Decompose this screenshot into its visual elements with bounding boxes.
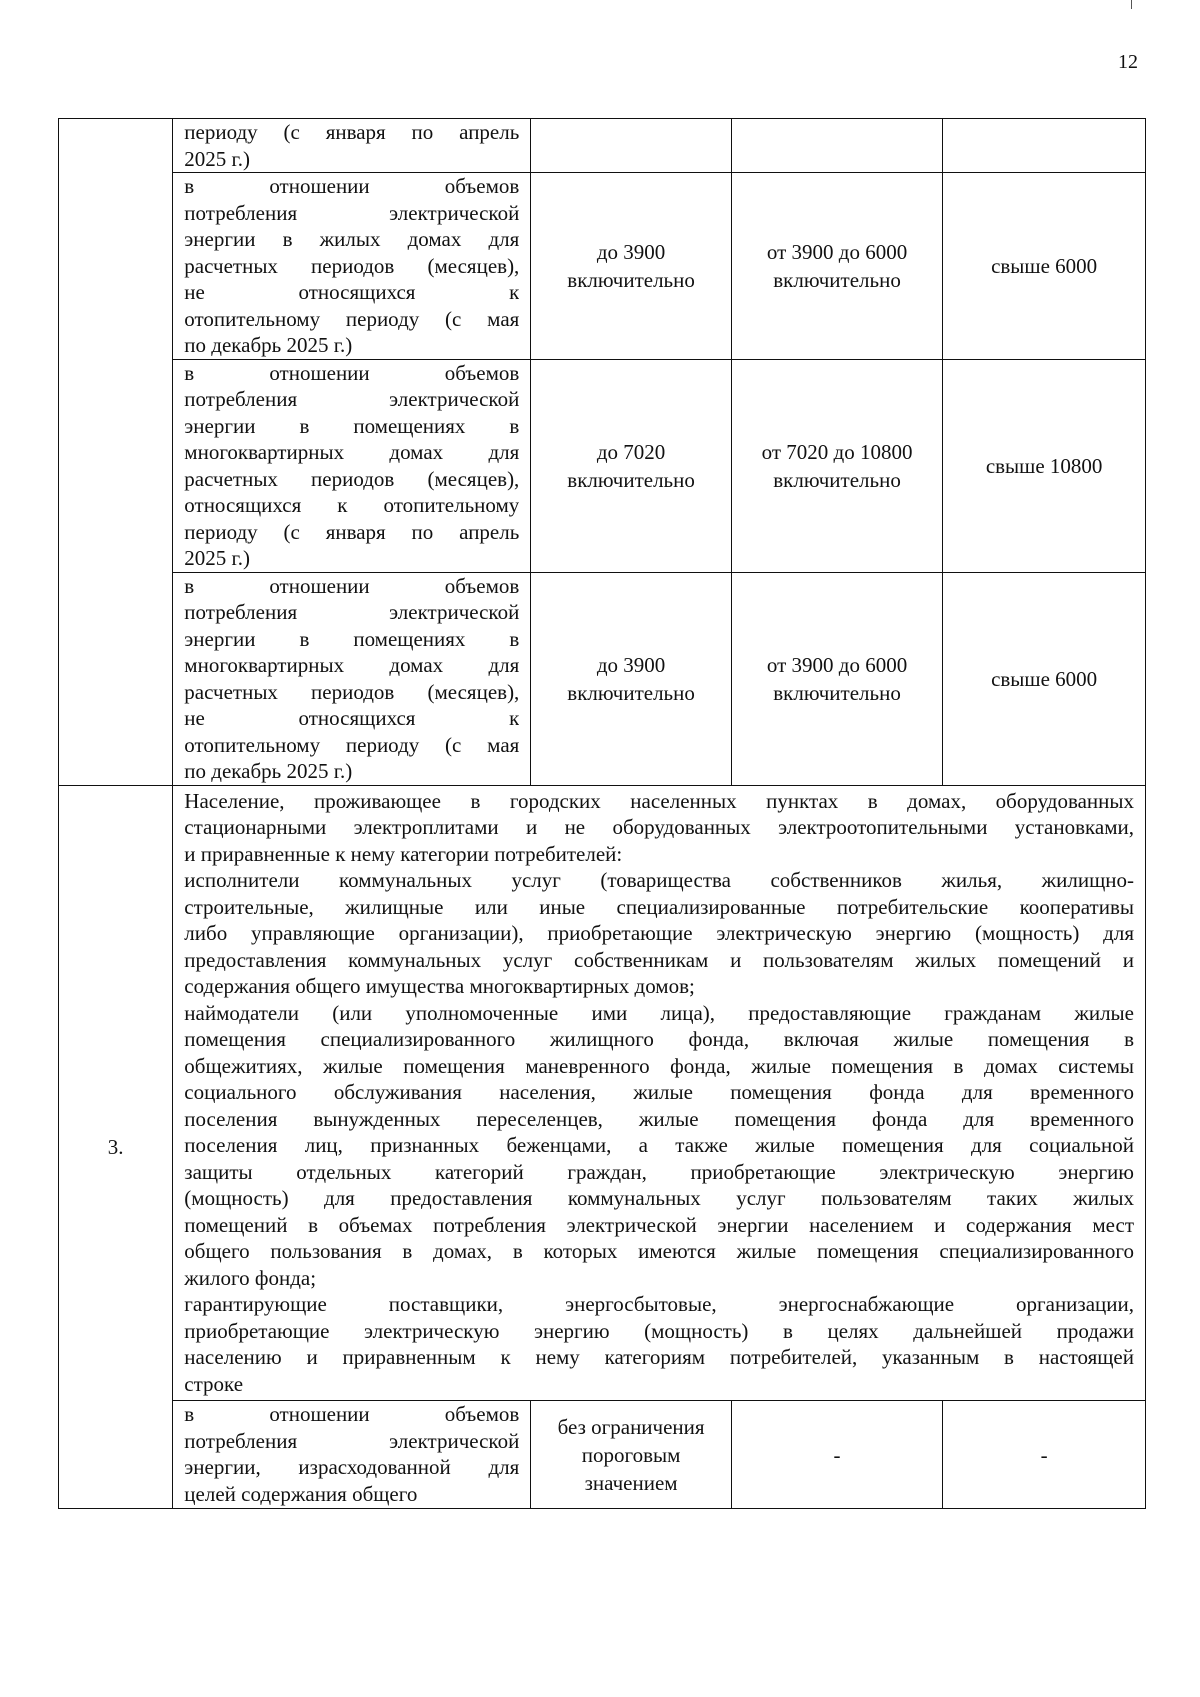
desc-line: 2025 г.) xyxy=(184,546,251,570)
consumption-description xyxy=(173,173,531,360)
desc-line: многоквартирных домах для xyxy=(184,440,520,464)
threshold-range-2 xyxy=(731,359,942,572)
table-row xyxy=(59,572,1146,785)
value-text: до 3900 xyxy=(596,652,666,677)
category-line: поселения лиц, признанных беженцами, а также жилые помещения для социальной xyxy=(184,1133,1134,1157)
category-line: исполнители коммунальных услуг (товарищества собственников жилья, жилищно- xyxy=(184,868,1134,892)
category-line: социального обслуживания населения, жилые помещения фонда для временного xyxy=(184,1080,1134,1104)
section-3-row xyxy=(59,785,1146,1401)
value-text: свыше 10800 xyxy=(985,453,1103,478)
desc-line: не относящихся к xyxy=(184,706,520,730)
category-line: защиты отдельных категорий граждан, приобретающие электрическую энергию xyxy=(184,1159,1134,1184)
category-line: наймодатели (или уполномоченные ими лица), предоставляющие гражданам жилые xyxy=(184,1000,1134,1025)
value-text: пороговым xyxy=(581,1442,681,1467)
value-text: включительно xyxy=(773,467,901,492)
value-text: включительно xyxy=(567,467,695,492)
threshold-range-3 xyxy=(943,1401,1146,1509)
desc-line: относящихся к отопительному xyxy=(184,493,520,517)
desc-line: в отношении объемов xyxy=(184,1402,520,1426)
category-line: строке xyxy=(184,1371,244,1396)
value-text: включительно xyxy=(567,680,695,705)
value-text: без ограничения xyxy=(557,1414,705,1439)
threshold-range-3 xyxy=(943,173,1146,360)
category-line: поселения вынужденных переселенцев, жилые помещения фонда для временного xyxy=(184,1106,1134,1131)
desc-line: отопительному периоду (с мая xyxy=(184,732,520,757)
desc-line: многоквартирных домах для xyxy=(184,653,520,677)
value-text: - xyxy=(1040,1442,1048,1467)
value-text: включительно xyxy=(773,267,901,292)
category-line: помещения специализированного жилищного фонда, включая жилые помещения в xyxy=(184,1027,1134,1051)
value-text: - xyxy=(833,1442,841,1467)
value-text: до 7020 xyxy=(596,439,666,464)
table-row xyxy=(59,359,1146,572)
desc-line: отопительному периоду (с мая xyxy=(184,306,520,331)
value-text: до 3900 xyxy=(596,239,666,264)
category-line: и приравненные к нему категории потребителей: xyxy=(184,841,623,866)
desc-line: по декабрь 2025 г.) xyxy=(184,759,353,783)
category-line: либо управляющие организации), приобретающие электрическую энергию (мощность) для xyxy=(184,921,1134,945)
desc-line: не относящихся к xyxy=(184,280,520,304)
consumption-description xyxy=(173,119,531,173)
category-line: предоставления коммунальных услуг собственникам и пользователям жилых помещений и xyxy=(184,947,1134,972)
desc-line: расчетных периодов (месяцев), xyxy=(184,679,520,704)
desc-line: целей содержания общего xyxy=(184,1481,418,1506)
threshold-range-2 xyxy=(731,173,942,360)
desc-line: потребления электрической xyxy=(184,387,520,411)
threshold-range-2 xyxy=(731,119,942,173)
desc-line: в отношении объемов xyxy=(184,360,520,385)
desc-line: 2025 г.) xyxy=(184,146,251,171)
value-text: от 3900 до 6000 xyxy=(766,239,908,264)
tariff-threshold-table xyxy=(58,118,1146,1509)
category-line: стационарными электроплитами и не оборудованных электроотопительными установками, xyxy=(184,815,1134,839)
value-text: от 3900 до 6000 xyxy=(766,652,908,677)
consumption-description xyxy=(173,359,531,572)
threshold-range-1 xyxy=(531,359,732,572)
threshold-range-1 xyxy=(531,119,732,173)
value-text: свыше 6000 xyxy=(991,666,1098,691)
category-line: строительные, жилищные или иные специализированные потребительские кооперативы xyxy=(184,894,1134,919)
desc-line: расчетных периодов (месяцев), xyxy=(184,253,520,278)
desc-line: потребления электрической xyxy=(184,1428,520,1453)
category-line: содержания общего имущества многоквартирных домов; xyxy=(184,974,695,998)
threshold-range-3 xyxy=(943,572,1146,785)
category-line: Население, проживающее в городских населенных пунктах в домах, оборудованных xyxy=(184,788,1134,813)
desc-line: энергии в жилых домах для xyxy=(184,227,520,251)
desc-line: потребления электрической xyxy=(184,200,520,225)
value-text: включительно xyxy=(773,680,901,705)
row-number-cell: 3. xyxy=(59,785,173,1509)
consumer-category-description xyxy=(173,785,1146,1401)
category-line: помещений в объемах потребления электрической энергии населением и содержания мест xyxy=(184,1212,1134,1237)
desc-line: энергии, израсходованной для xyxy=(184,1455,520,1479)
desc-line: энергии в помещениях в xyxy=(184,413,520,438)
category-line: гарантирующие поставщики, энергосбытовые, энергоснабжающие организации, xyxy=(184,1292,1134,1316)
table-row xyxy=(59,1401,1146,1509)
scan-mark xyxy=(1131,0,1132,9)
threshold-range-1 xyxy=(531,173,732,360)
desc-line: потребления электрической xyxy=(184,600,520,624)
threshold-range-1 xyxy=(531,572,732,785)
consumption-description xyxy=(173,572,531,785)
threshold-range-3 xyxy=(943,359,1146,572)
desc-line: в отношении объемов xyxy=(184,174,520,198)
table-row xyxy=(59,173,1146,360)
row-number-cell xyxy=(59,119,173,786)
value-text: от 7020 до 10800 xyxy=(761,439,913,464)
value-text: включительно xyxy=(567,267,695,292)
page-number: 12 xyxy=(1118,51,1138,73)
consumption-description xyxy=(173,1401,531,1509)
table-row xyxy=(59,119,1146,173)
value-text: свыше 6000 xyxy=(991,253,1098,278)
desc-line: расчетных периодов (месяцев), xyxy=(184,466,520,491)
category-line: (мощность) для предоставления коммунальных услуг пользователям таких жилых xyxy=(184,1186,1134,1210)
category-line: жилого фонда; xyxy=(184,1265,317,1290)
category-line: общежитиях, жилые помещения маневренного фонда, жилые помещения в домах системы xyxy=(184,1053,1134,1078)
desc-line: в отношении объемов xyxy=(184,573,520,598)
desc-line: периоду (с января по апрель xyxy=(184,519,520,544)
desc-line: энергии в помещениях в xyxy=(184,626,520,651)
threshold-range-3 xyxy=(943,119,1146,173)
desc-line: периоду (с января по апрель xyxy=(184,120,520,144)
threshold-range-1 xyxy=(531,1401,732,1509)
value-text: значением xyxy=(584,1470,678,1495)
threshold-range-2 xyxy=(731,1401,942,1509)
category-line: приобретающие электрическую энергию (мощность) в целях дальнейшей продажи xyxy=(184,1318,1134,1343)
category-line: населению и приравненным к нему категориям потребителей, указанным в настоящей xyxy=(184,1345,1134,1369)
category-line: общего пользования в домах, в которых имеются жилые помещения специализированного xyxy=(184,1239,1134,1263)
desc-line: по декабрь 2025 г.) xyxy=(184,333,353,357)
threshold-range-2 xyxy=(731,572,942,785)
